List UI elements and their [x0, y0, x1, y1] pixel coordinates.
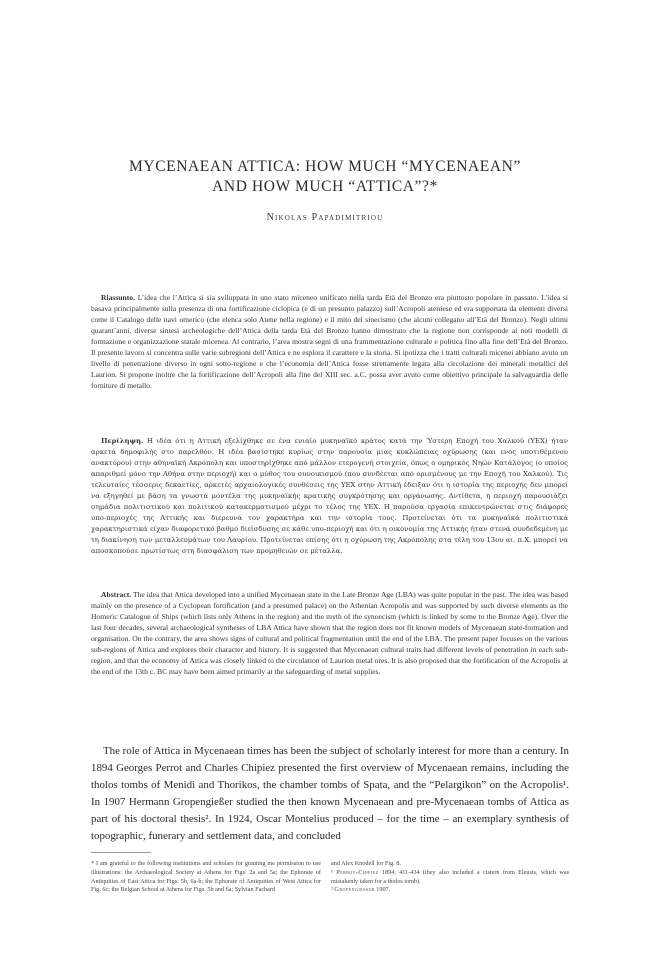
perilipsi-text: Η ιδέα ότι η Αττική εξελίχθηκε σε ένα ενιαίο μυκηναϊκό κράτος κατά την Ύστερη Εποχή του Χαλκού (ΥΕΧ) ήταν αρκετά δημοφιλής στο παρελθόν. Η ιδέα βασίστηκε κυρίως στην παρουσία μιας κυκλώπειας οχύρωσης (και ενός υποτιθέμενου ανακτόρου) στην αθηναϊκή Ακρόπολη και υποστηρίχθηκε από μάλλον ετερογενή στοιχεία, όπως ο ομηρικός Νηών Κατάλογος (ο οποίος απαριθμεί μόνο την Αθήνα στην περιοχή) και ο μύθος του συνοικισμού (που συνδέεται από ορισμένους με την Εποχή του Χαλκού). Τις τελευταίες τέσσερις δεκαετίες, αρκετές αρχαιολογικές συνθέσεις της ΥΕΧ στην Αττική έδειξαν ότι η ιστορία της περιοχής δεν μπορεί να εξηγηθεί με βάση τα γνωστά μοντέλα της μυκηναϊκής κρατικής συγκρότησης και οργάνωσης. Αντίθετα, η περιοχή παρουσιάζει σημάδια πολιτιστικού και πολιτικού κατακερματισμού μέχρι το τέλος της ΥΕΧ. Η παρούσα εργασία επικεντρώνεται στις διάφορες υπο-περιοχές της Αττικής και διερευνά τον χαρακτήρα και την ιστορία τους. Προτείνεται ότι τα μυκηναϊκά πολιτιστικά χαρακτηριστικά είχαν διαφορετικό βαθμό διείσδυσης σε κάθε υπο-περιοχή και ότι η οικονομία της Αττικής ήταν στενά συνδεδεμένη με τη διακίνηση των μεταλλευμάτων του Λαυρίου. Προτείνεται επίσης ότι η οχύρωση της Ακρόπολης στα τέλη του 13ου αι. π.Χ. μπορεί να αποσκοπούσε πρωτίστως στη διασφάλιση των προμηθειών σε μέταλλα.: [91, 437, 568, 556]
body-paragraph: The role of Attica in Mycenaean times has been the subject of scholarly interest for more than a century. In 1894 Georges Perrot and Charles Chipiez presented the first overview of Mycenaean remains, including the tholos tombs of Menidi and Thorikos, the chamber tombs of Spata, and the “Pelargikon” on the Acropolis¹. In 1907 Hermann Gropengießer studied the then known Mycenaean and pre-Mycenaean tombs of Attica as part of his doctoral thesis². In 1924, Oscar Montelius produced – for the time – an exemplary synthesis of topographic, funerary and settlement data, and concluded: [91, 745, 569, 842]
footnote-1-text: 1894, 411-434 (they also included a cistern from Eleusis, which was mistakenly taken for a tholos tomb).: [331, 868, 570, 885]
footnote-divider: [91, 852, 151, 853]
title-line-1: MYCENAEAN ATTICA: HOW MUCH “MYCENAEAN”: [129, 158, 521, 175]
footnotes-right-column: [331, 860, 569, 895]
abstract-text: The idea that Attica developed into a unified Mycenaean state in the Late Bronze Age (LBA) was quite popular in the past. The idea was based mainly on the presence of a Cyclopean fortification (and a presumed palace) on the Athenian Acropolis and was supported by such diverse elements as the Homeric Catalogue of Ships (which lists only Athens in the region) and the myth of the synoecism (which is linked by some to the Bronze Age). Over the last four decades, several archaeological syntheses of LBA Attica have shown that the region does not fit known models of Mycenaean state-formation and organisation. On the contrary, the area shows signs of cultural and political fragmentation until the end of the LBA. The present paper focuses on the various sub-regions of Attica and explores their character and history. It is suggested that Mycenaean cultural traits had different levels of penetration in each sub-region, and that the economy of Attica was closely linked to the circulation of Laurion metal ores. It is also proposed that the fortification of the Acropolis at the end of the 13th c. BC may have been aimed primarily at the safeguarding of metal supplies.: [91, 590, 568, 677]
footnote-2-author: Gropengiesser: [334, 886, 375, 894]
abstract-label: Abstract.: [101, 590, 132, 599]
footnote-1-number: ¹: [331, 868, 333, 876]
footnote-2: [331, 886, 569, 895]
perilipsi-label: Περίληψη.: [101, 437, 144, 445]
footnote-acknowledgements: * I am grateful to the following institutions and scholars for granting me permission to use illustrations: the Archaeological Society at Athens for Figs. 2a and 5a; the Ephorate of Antiquities of East Attica for Figs. 5b, 6a-b; the Ephorate of Antiquities of West Attica for Fig. 6c; the Belgian School at Athens for Figs. 5b and 6a; Sylvian Fachard: [91, 860, 321, 894]
author-name: Nikolas Papadimitriou: [266, 212, 384, 223]
perilipsi-paragraph: [91, 436, 568, 558]
title-line-2: AND HOW MUCH “ATTICA”?*: [212, 178, 438, 195]
footnote-acknowledgements-continued: and Alex Knodell for Fig. 8.: [331, 860, 401, 867]
footnote-1-author: Perrot-Chipiez: [336, 868, 379, 876]
footnote-1: [331, 869, 569, 887]
footnote-2-number: ²: [331, 886, 333, 894]
footnote-2-text: 1907.: [374, 886, 391, 894]
footnotes-left-column: [91, 860, 321, 895]
abstract-paragraph: [91, 589, 568, 677]
paper-title: [0, 157, 650, 197]
riassunto-label: Riassunto.: [101, 293, 135, 302]
riassunto-paragraph: [91, 292, 568, 391]
riassunto-text: L’idea che l’Attica si sia sviluppata in uno stato miceneo unificato nella tarda Età del Bronzo era piuttosto popolare in passato. L’idea si basava principalmente sulla presenza di una fortificazione ciclopica (e di un presunto palazzo) sull’Acropoli ateniese ed era supportata da elementi diversi come il Catalogo delle navi omerico (che elenca solo Atene nella regione) e il mito del sinecismo (che alcuni collegano all’Età del Bronzo). Negli ultimi quarant’anni, diverse sintesi archeologiche dell’Attica della tarda Età del Bronzo hanno dimostrato che la regione non corrisponde ai noti modelli di formazione e organizzazione statale micenea. Al contrario, l’area mostra segni di una frammentazione culturale e politica fino alla fine dell’Età del Bronzo. Il presente lavoro si concentra sulle varie subregioni dell’Attica e ne esplora il carattere e la storia. Si ipotizza che i tratti culturali micenei abbiano avuto un livello di penetrazione diverso in ogni sotto-regione e che l’economia dell’Attica fosse strettamente legata alla circolazione dei minerali metallici del Laurion. Si propone inoltre che la fortificazione dell’Acropoli alla fine del XIII sec. a.C. possa aver avuto come obiettivo principale la salvaguardia delle forniture di metallo.: [91, 293, 568, 391]
